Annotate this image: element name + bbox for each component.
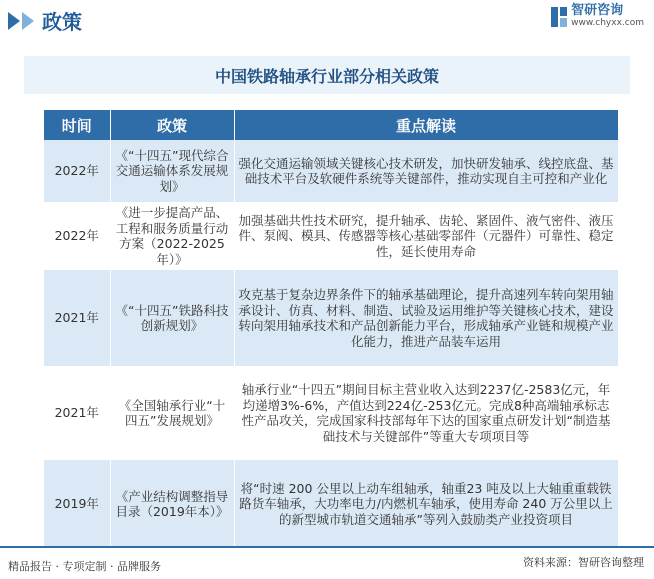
row-focus-text: 加强基础共性技术研究，提升轴承、齿轮、紧固件、液气密件、液压件、泵阀、模具、传感器等核心基础零部件（元器件）可靠性、稳定性，延长使用寿命 bbox=[238, 212, 614, 259]
brand-logo-icon bbox=[551, 7, 567, 27]
row-focus bbox=[234, 140, 618, 202]
section-title: 政策 bbox=[42, 10, 82, 34]
section-header bbox=[8, 6, 82, 35]
table-title: 中国铁路轴承行业部分相关政策 bbox=[214, 66, 439, 86]
top-bar bbox=[0, 0, 654, 34]
row-focus bbox=[234, 270, 618, 366]
column-header-focus: 重点解读 bbox=[234, 110, 618, 140]
footer-tagline: 精品报告 · 专项定制 · 品牌服务 bbox=[8, 560, 161, 573]
row-year: 2022年 bbox=[44, 202, 110, 270]
brand bbox=[551, 4, 644, 29]
row-focus bbox=[234, 366, 618, 460]
row-focus-text: 攻克基于复杂边界条件下的轴承基础理论，提升高速列车转向架用轴承设计、仿真、材料、制造、试验及运用维护等关键核心技术，建设转向架用轴承技术和产品创新能力平台，形成轴承产业链和规模产业化能力，推进产品装车运用 bbox=[238, 287, 614, 349]
row-focus bbox=[234, 202, 618, 270]
row-focus-text: 将“时速 200 公里以上动车组轴承，轴重23 吨及以上大轴重重载铁路货车轴承，大功率电力/内燃机车轴承，使用寿命 240 万公里以上的新型城市轨道交通轴承”等列入鼓励类产业投资项目 bbox=[239, 480, 613, 527]
row-focus-text: 轴承行业“十四五”期间目标主营业收入达到2237亿-2583亿元，年均递增3%-6%，产值达到224亿-253亿元。完成8种高端轴承标志性产品攻关，完成国家科技部每年下达的国家重点研发计划“制造基础技术与关键部件”等重大专项项目等 bbox=[241, 382, 611, 444]
table-row bbox=[44, 460, 618, 548]
row-policy: 《产业结构调整指导目录（2019年本）》 bbox=[110, 460, 234, 548]
table-row bbox=[44, 140, 618, 202]
table-title-band bbox=[24, 56, 630, 94]
row-focus bbox=[234, 460, 618, 548]
row-policy: 《进一步提高产品、工程和服务质量行动方案（2022-2025年）》 bbox=[110, 202, 234, 270]
chevron-right-icon bbox=[22, 12, 34, 30]
table-header-row bbox=[44, 110, 618, 140]
table-row bbox=[44, 202, 618, 270]
footer-source: 资料来源：智研咨询整理 bbox=[523, 556, 644, 569]
row-year: 2019年 bbox=[44, 460, 110, 548]
row-policy: 《“十四五”铁路科技创新规划》 bbox=[110, 270, 234, 366]
brand-name: 智研咨询 bbox=[571, 3, 624, 18]
row-year: 2021年 bbox=[44, 366, 110, 460]
chevron-right-icon bbox=[8, 12, 20, 30]
footer bbox=[0, 546, 654, 579]
table-row bbox=[44, 366, 618, 460]
brand-url: www.chyxx.com bbox=[571, 18, 644, 28]
row-focus-text: 强化交通运输领域关键核心技术研发，加快研发轴承、线控底盘、基础技术平台及软硬件系统等关键部件，推动实现自主可控和产业化 bbox=[238, 155, 614, 186]
row-policy: 《全国轴承行业“十四五”发展规划》 bbox=[110, 366, 234, 460]
column-header-policy: 政策 bbox=[110, 110, 234, 140]
table-row bbox=[44, 270, 618, 366]
row-policy: 《“十四五”现代综合交通运输体系发展规划》 bbox=[110, 140, 234, 202]
row-year: 2022年 bbox=[44, 140, 110, 202]
row-year: 2021年 bbox=[44, 270, 110, 366]
footer-divider bbox=[0, 546, 654, 548]
policy-table bbox=[44, 110, 619, 548]
column-header-time: 时间 bbox=[44, 110, 110, 140]
